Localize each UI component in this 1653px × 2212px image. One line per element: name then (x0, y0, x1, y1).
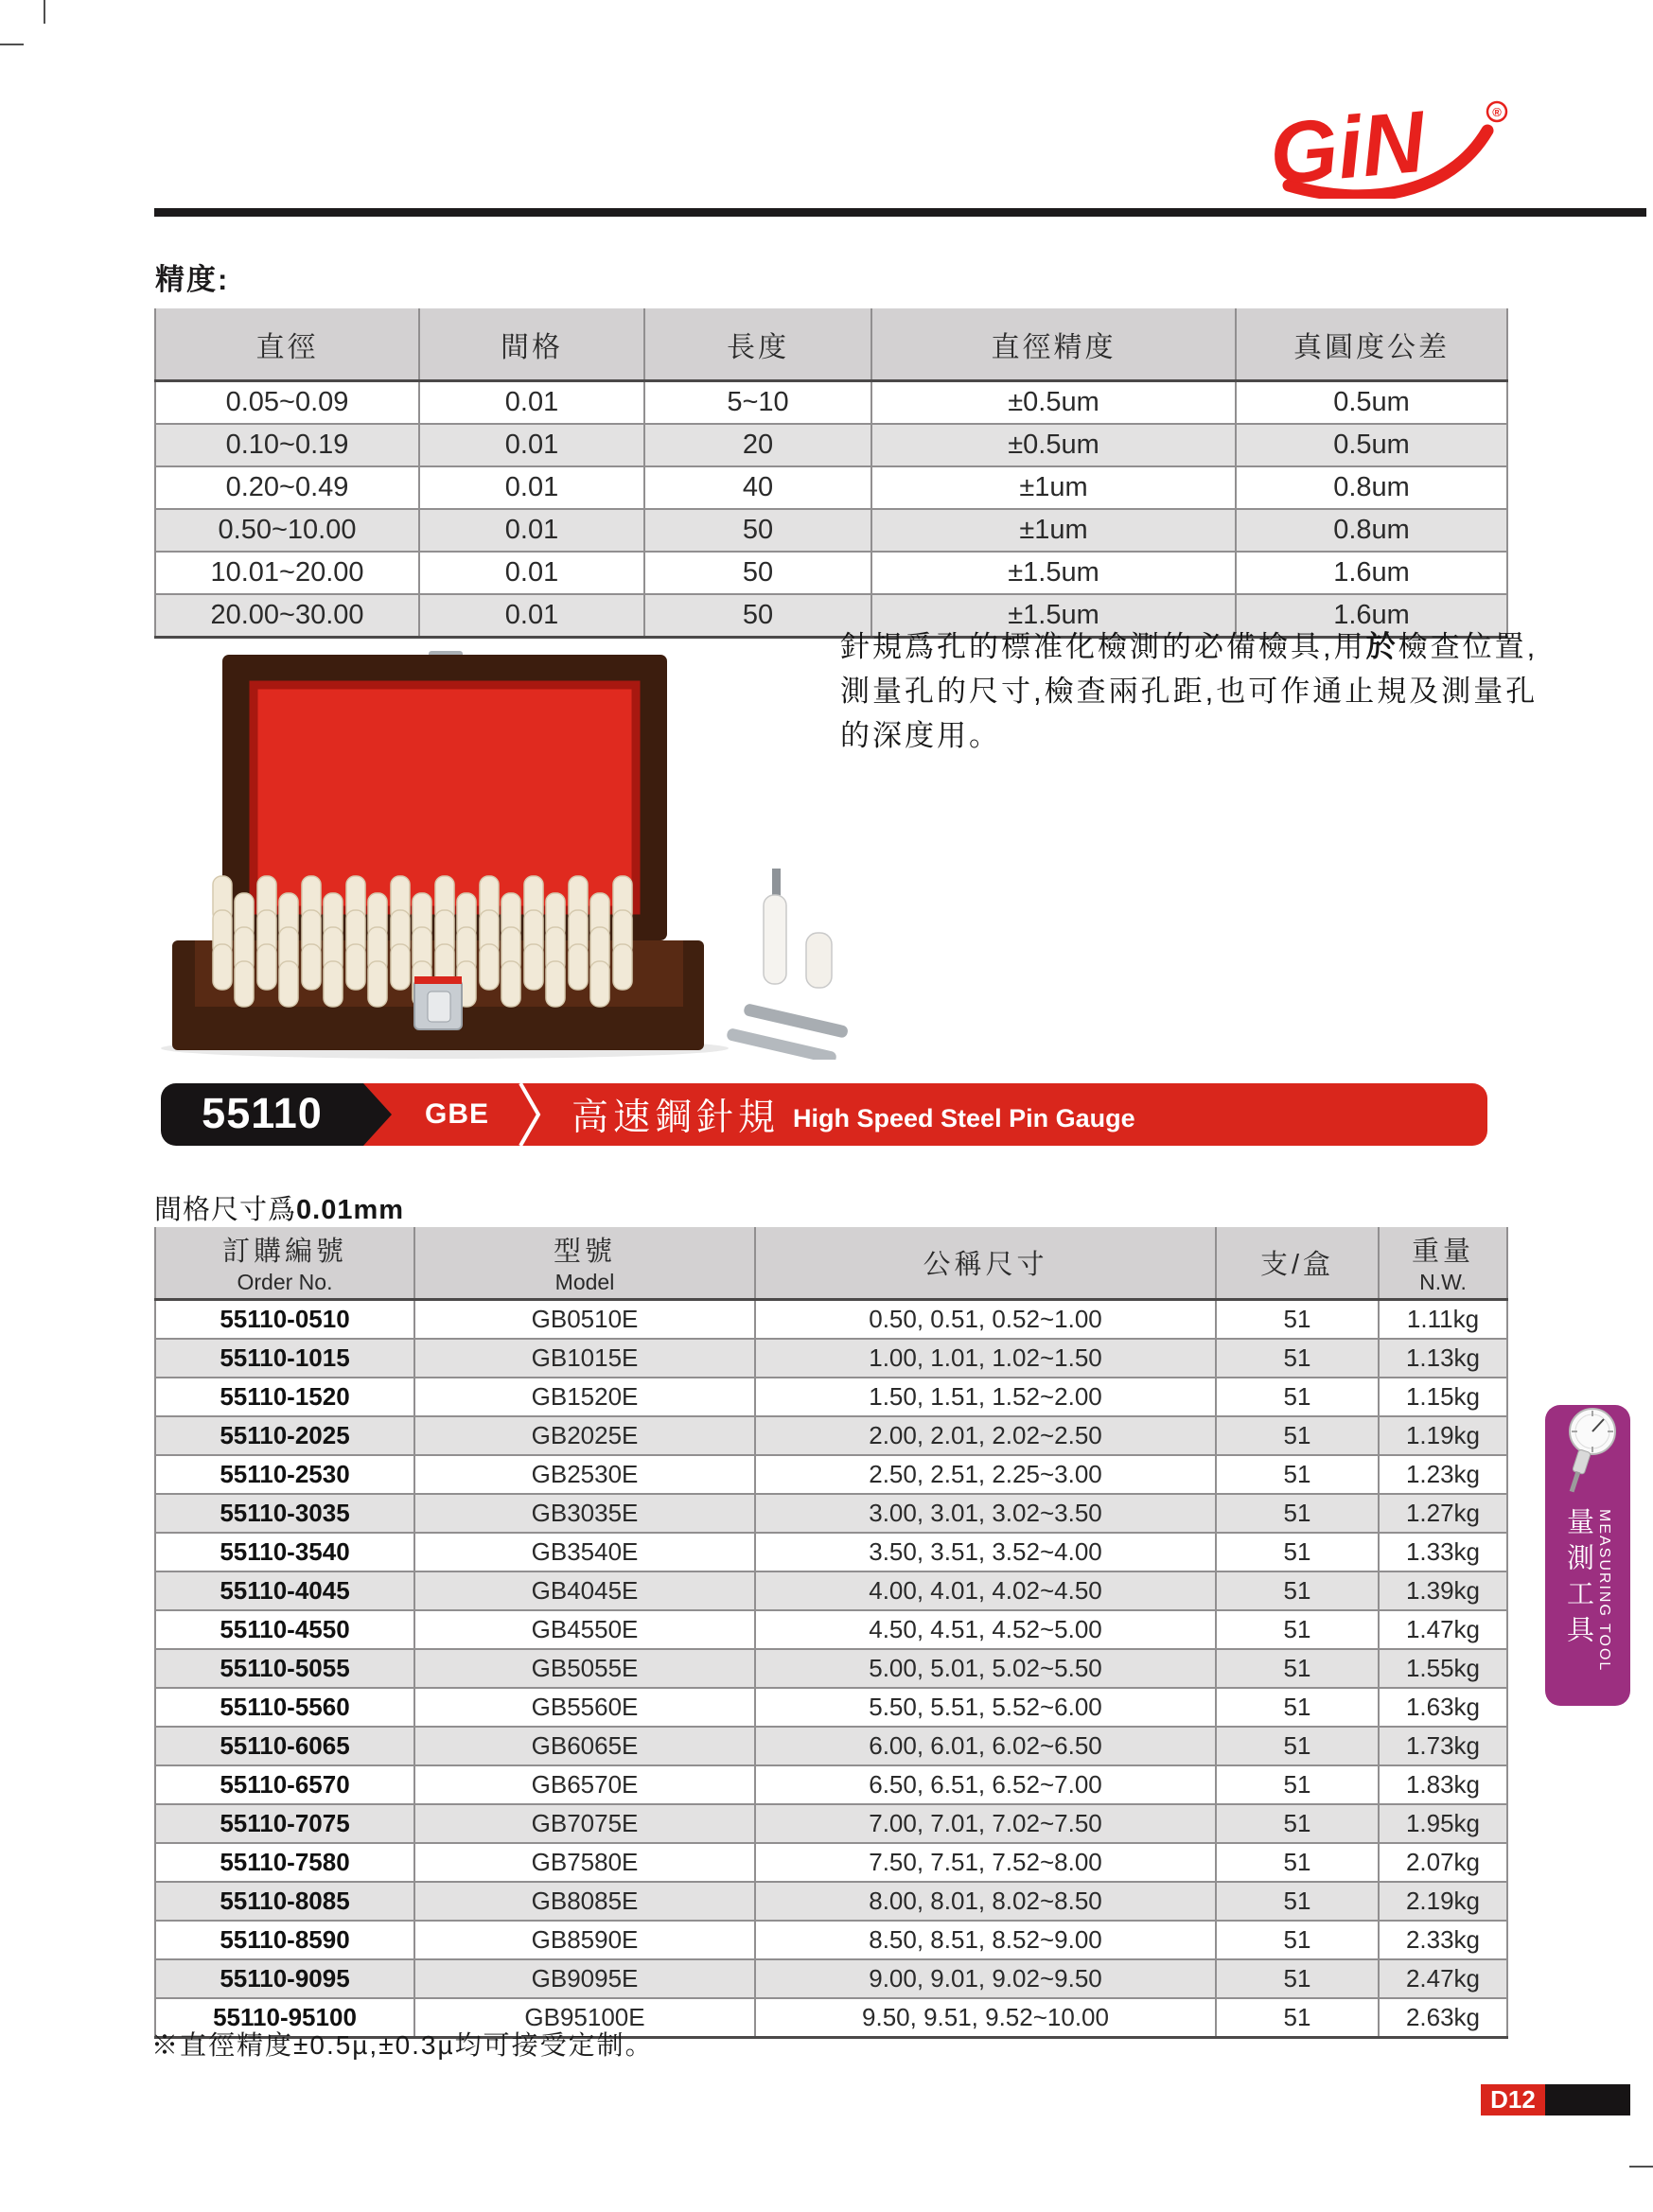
order-row-cell: 2.63kg (1379, 1998, 1507, 2038)
crop-mark (0, 44, 24, 45)
accessory-handle (764, 869, 786, 984)
order-row-cell: 55110-3540 (155, 1533, 414, 1571)
precision-row-cell: 0.5um (1236, 424, 1507, 466)
product-code-badge (161, 1083, 394, 1146)
order-table (154, 1227, 1508, 2039)
precision-row-cell: 0.01 (419, 509, 644, 552)
page-number-bar (1545, 2084, 1630, 2115)
order-row-cell: 55110-7580 (155, 1843, 414, 1882)
order-row-cell: GB1520E (414, 1378, 755, 1416)
crop-mark (44, 0, 45, 24)
precision-row-cell: 20 (644, 424, 871, 466)
logo-text: GiN (1266, 93, 1429, 199)
brand-logo (1264, 93, 1512, 199)
precision-column-header: 間格 (419, 308, 644, 381)
order-row-cell: GB7075E (414, 1804, 755, 1843)
banner-title-en: High Speed Steel Pin Gauge (793, 1103, 1135, 1132)
order-row-cell: 55110-9095 (155, 1959, 414, 1998)
order-row-cell: 55110-7075 (155, 1804, 414, 1843)
order-row (155, 1571, 1507, 1610)
precision-row-cell: 50 (644, 509, 871, 552)
order-row (155, 1804, 1507, 1843)
precision-row-cell: ±0.5um (871, 381, 1236, 425)
precision-row-cell: ±1um (871, 509, 1236, 552)
precision-heading: 精度: (155, 263, 230, 296)
order-row-cell: 4.00, 4.01, 4.02~4.50 (755, 1571, 1216, 1610)
accessory-cylinder (806, 933, 832, 988)
order-row-cell: 55110-6570 (155, 1765, 414, 1804)
spacing-note: 間格尺寸爲0.01mm (154, 1195, 405, 1225)
badge-arrow (363, 1083, 392, 1146)
order-row-cell: 0.50, 0.51, 0.52~1.00 (755, 1300, 1216, 1340)
precision-row-cell: 0.20~0.49 (155, 466, 419, 509)
order-row (155, 1959, 1507, 1998)
order-row-cell: 55110-1520 (155, 1378, 414, 1416)
order-row-cell: 2.07kg (1379, 1843, 1507, 1882)
product-description (840, 624, 1550, 758)
order-row-cell: 1.19kg (1379, 1416, 1507, 1455)
order-row-cell: 51 (1216, 1804, 1379, 1843)
precision-row-cell: 0.5um (1236, 381, 1507, 425)
precision-row-cell: ±1um (871, 466, 1236, 509)
order-row-cell: 1.15kg (1379, 1378, 1507, 1416)
precision-column-header: 長度 (644, 308, 871, 381)
order-row (155, 1610, 1507, 1649)
order-row-cell: 55110-8590 (155, 1921, 414, 1959)
order-row-cell: 51 (1216, 1843, 1379, 1882)
precision-column-header: 直徑精度 (871, 308, 1236, 381)
order-column-header: 支/盒 (1216, 1227, 1379, 1300)
order-row-cell: 1.27kg (1379, 1494, 1507, 1533)
precision-row-cell: 0.50~10.00 (155, 509, 419, 552)
order-row-cell: 6.00, 6.01, 6.02~6.50 (755, 1727, 1216, 1765)
precision-row-cell: ±1.5um (871, 552, 1236, 594)
order-row-cell: GB5055E (414, 1649, 755, 1688)
order-row-cell: 51 (1216, 1688, 1379, 1727)
order-row-cell: 51 (1216, 1998, 1379, 2038)
precision-row (155, 552, 1507, 594)
order-column-header: 重量 N.W. (1379, 1227, 1507, 1300)
order-row-cell: 51 (1216, 1610, 1379, 1649)
precision-column-header: 直徑 (155, 308, 419, 381)
order-row-cell: 55110-5560 (155, 1688, 414, 1727)
order-row-cell: 51 (1216, 1339, 1379, 1378)
order-row-cell: 1.11kg (1379, 1300, 1507, 1340)
precision-row-cell: 1.6um (1236, 552, 1507, 594)
precision-row-cell: 40 (644, 466, 871, 509)
order-row-cell: 55110-4550 (155, 1610, 414, 1649)
order-row (155, 1649, 1507, 1688)
order-row-cell: 51 (1216, 1533, 1379, 1571)
order-row-cell: 2.33kg (1379, 1921, 1507, 1959)
order-row-cell: 51 (1216, 1765, 1379, 1804)
order-row-cell: 7.00, 7.01, 7.02~7.50 (755, 1804, 1216, 1843)
order-row-cell: 1.00, 1.01, 1.02~1.50 (755, 1339, 1216, 1378)
order-row-cell: 1.63kg (1379, 1688, 1507, 1727)
order-row-cell: GB3540E (414, 1533, 755, 1571)
order-row-cell: 4.50, 4.51, 4.52~5.00 (755, 1610, 1216, 1649)
order-row-cell: GB9095E (414, 1959, 755, 1998)
precision-row (155, 424, 1507, 466)
order-row-cell: 8.00, 8.01, 8.02~8.50 (755, 1882, 1216, 1921)
order-row-cell: GB6065E (414, 1727, 755, 1765)
order-row (155, 1882, 1507, 1921)
order-column-header: 公稱尺寸 (755, 1227, 1216, 1300)
order-row (155, 1727, 1507, 1765)
precision-row-cell: 0.01 (419, 552, 644, 594)
order-row-cell: 55110-95100 (155, 1998, 414, 2038)
order-row (155, 1378, 1507, 1416)
order-row-cell: 51 (1216, 1455, 1379, 1494)
tab-label-zh: 量測工具 (1563, 1507, 1593, 1651)
precision-row-cell: ±1.5um (871, 594, 1236, 638)
order-row-cell: 7.50, 7.51, 7.52~8.00 (755, 1843, 1216, 1882)
order-row-cell: GB3035E (414, 1494, 755, 1533)
description-line: 的深度用。 (840, 719, 1001, 752)
order-row-cell: GB4550E (414, 1610, 755, 1649)
order-row-cell: 9.50, 9.51, 9.52~10.00 (755, 1998, 1216, 2038)
order-row-cell: 9.00, 9.01, 9.02~9.50 (755, 1959, 1216, 1998)
order-row-cell: 51 (1216, 1727, 1379, 1765)
tab-texts (1562, 1507, 1613, 1672)
order-row (155, 1765, 1507, 1804)
order-row-cell: 51 (1216, 1959, 1379, 1998)
order-row-cell: GB7580E (414, 1843, 755, 1882)
order-row-cell: 51 (1216, 1882, 1379, 1921)
precision-row-cell: 0.8um (1236, 509, 1507, 552)
order-row-cell: 3.00, 3.01, 3.02~3.50 (755, 1494, 1216, 1533)
precision-row-cell: 0.01 (419, 424, 644, 466)
order-row-cell: 1.50, 1.51, 1.52~2.00 (755, 1378, 1216, 1416)
order-row (155, 1843, 1507, 1882)
order-row-cell: 2.00, 2.01, 2.02~2.50 (755, 1416, 1216, 1455)
order-row-cell: 1.47kg (1379, 1610, 1507, 1649)
order-row-cell: 1.39kg (1379, 1571, 1507, 1610)
order-row-cell: 55110-5055 (155, 1649, 414, 1688)
registered-mark: ® (1492, 105, 1502, 119)
order-row-cell: 1.55kg (1379, 1649, 1507, 1688)
precision-row-cell: 5~10 (644, 381, 871, 425)
order-row-cell: 51 (1216, 1300, 1379, 1340)
order-row-cell: GB8590E (414, 1921, 755, 1959)
order-row-cell: 1.13kg (1379, 1339, 1507, 1378)
footnote: ※直徑精度±0.5µ,±0.3µ均可接受定制。 (151, 2030, 654, 2060)
order-row-cell: 5.00, 5.01, 5.02~5.50 (755, 1649, 1216, 1688)
order-row-cell: GB5560E (414, 1688, 755, 1727)
order-column-header: 型號 Model (414, 1227, 755, 1300)
order-row-cell: 2.19kg (1379, 1882, 1507, 1921)
order-row-cell: 51 (1216, 1494, 1379, 1533)
order-row-cell: 55110-3035 (155, 1494, 414, 1533)
description-line: 針規爲孔的標准化檢測的必備檢具,用於檢查位置, (840, 630, 1539, 663)
measuring-tool-tab (1545, 1405, 1630, 1706)
banner-title-zh: 高速鋼針規 (572, 1097, 781, 1138)
order-row-cell: 1.95kg (1379, 1804, 1507, 1843)
order-row (155, 1416, 1507, 1455)
order-row-cell: 8.50, 8.51, 8.52~9.00 (755, 1921, 1216, 1959)
order-row-cell: 1.83kg (1379, 1765, 1507, 1804)
order-row (155, 1455, 1507, 1494)
order-row (155, 1921, 1507, 1959)
order-row-cell: 55110-0510 (155, 1300, 414, 1340)
order-row-cell: 2.47kg (1379, 1959, 1507, 1998)
accessory-pins (726, 1003, 849, 1060)
series-label: GBE (424, 1098, 489, 1130)
precision-row-cell: ±0.5um (871, 424, 1236, 466)
order-row-cell: 55110-4045 (155, 1571, 414, 1610)
precision-row-cell: 0.01 (419, 381, 644, 425)
front-clasp (414, 976, 462, 1029)
description-line: 測量孔的尺寸,檢查兩孔距,也可作通止規及測量孔 (840, 675, 1539, 708)
order-row-cell: 1.23kg (1379, 1455, 1507, 1494)
order-row-cell: 55110-6065 (155, 1727, 414, 1765)
precision-header-row (155, 308, 1507, 381)
precision-row-cell: 1.6um (1236, 594, 1507, 638)
header-rule (154, 208, 1646, 217)
dial-indicator-icon (1555, 1405, 1621, 1503)
order-row-cell: 51 (1216, 1571, 1379, 1610)
order-row-cell: GB95100E (414, 1998, 755, 2038)
order-row-cell: 6.50, 6.51, 6.52~7.00 (755, 1765, 1216, 1804)
order-row (155, 1300, 1507, 1340)
order-row-cell: 51 (1216, 1378, 1379, 1416)
order-row-cell: 51 (1216, 1921, 1379, 1959)
order-row-cell: 51 (1216, 1416, 1379, 1455)
order-row-cell: 55110-2530 (155, 1455, 414, 1494)
precision-row (155, 509, 1507, 552)
order-row-cell: 3.50, 3.51, 3.52~4.00 (755, 1533, 1216, 1571)
order-row-cell: 55110-2025 (155, 1416, 414, 1455)
precision-row-cell: 0.05~0.09 (155, 381, 419, 425)
order-row-cell: 51 (1216, 1649, 1379, 1688)
precision-row-cell: 0.01 (419, 466, 644, 509)
order-row-cell: GB1015E (414, 1339, 755, 1378)
order-row (155, 1494, 1507, 1533)
order-row-cell: 5.50, 5.51, 5.52~6.00 (755, 1688, 1216, 1727)
precision-row-cell: 0.01 (419, 594, 644, 638)
precision-row (155, 381, 1507, 425)
precision-row-cell: 10.01~20.00 (155, 552, 419, 594)
order-row-cell: 2.50, 2.51, 2.25~3.00 (755, 1455, 1216, 1494)
order-row-cell: GB0510E (414, 1300, 755, 1340)
order-row-cell: GB2025E (414, 1416, 755, 1455)
precision-table (154, 308, 1508, 639)
precision-row-cell: 50 (644, 552, 871, 594)
precision-row-cell: 20.00~30.00 (155, 594, 419, 638)
order-row (155, 1533, 1507, 1571)
tab-label-en: MEASURING TOOL (1596, 1509, 1612, 1673)
order-row (155, 1688, 1507, 1727)
product-photo (161, 651, 861, 1060)
order-row-cell: GB2530E (414, 1455, 755, 1494)
order-header-row (155, 1227, 1507, 1300)
page-number: D12 (1481, 2084, 1545, 2115)
order-row (155, 1339, 1507, 1378)
order-row-cell: 1.33kg (1379, 1533, 1507, 1571)
chevron-separator-icon (517, 1079, 543, 1150)
precision-row-cell: 0.8um (1236, 466, 1507, 509)
precision-row (155, 466, 1507, 509)
banner-title (572, 1083, 1135, 1146)
order-row-cell: 55110-1015 (155, 1339, 414, 1378)
order-row-cell: 1.73kg (1379, 1727, 1507, 1765)
product-code: 55110 (161, 1083, 363, 1146)
order-column-header: 訂購編號 Order No. (155, 1227, 414, 1300)
precision-column-header: 真圓度公差 (1236, 308, 1507, 381)
precision-row-cell: 0.10~0.19 (155, 424, 419, 466)
order-row-cell: 55110-8085 (155, 1882, 414, 1921)
order-row-cell: GB6570E (414, 1765, 755, 1804)
order-row-cell: GB4045E (414, 1571, 755, 1610)
order-row-cell: GB8085E (414, 1882, 755, 1921)
precision-row-cell: 50 (644, 594, 871, 638)
crop-mark (1629, 2166, 1653, 2168)
